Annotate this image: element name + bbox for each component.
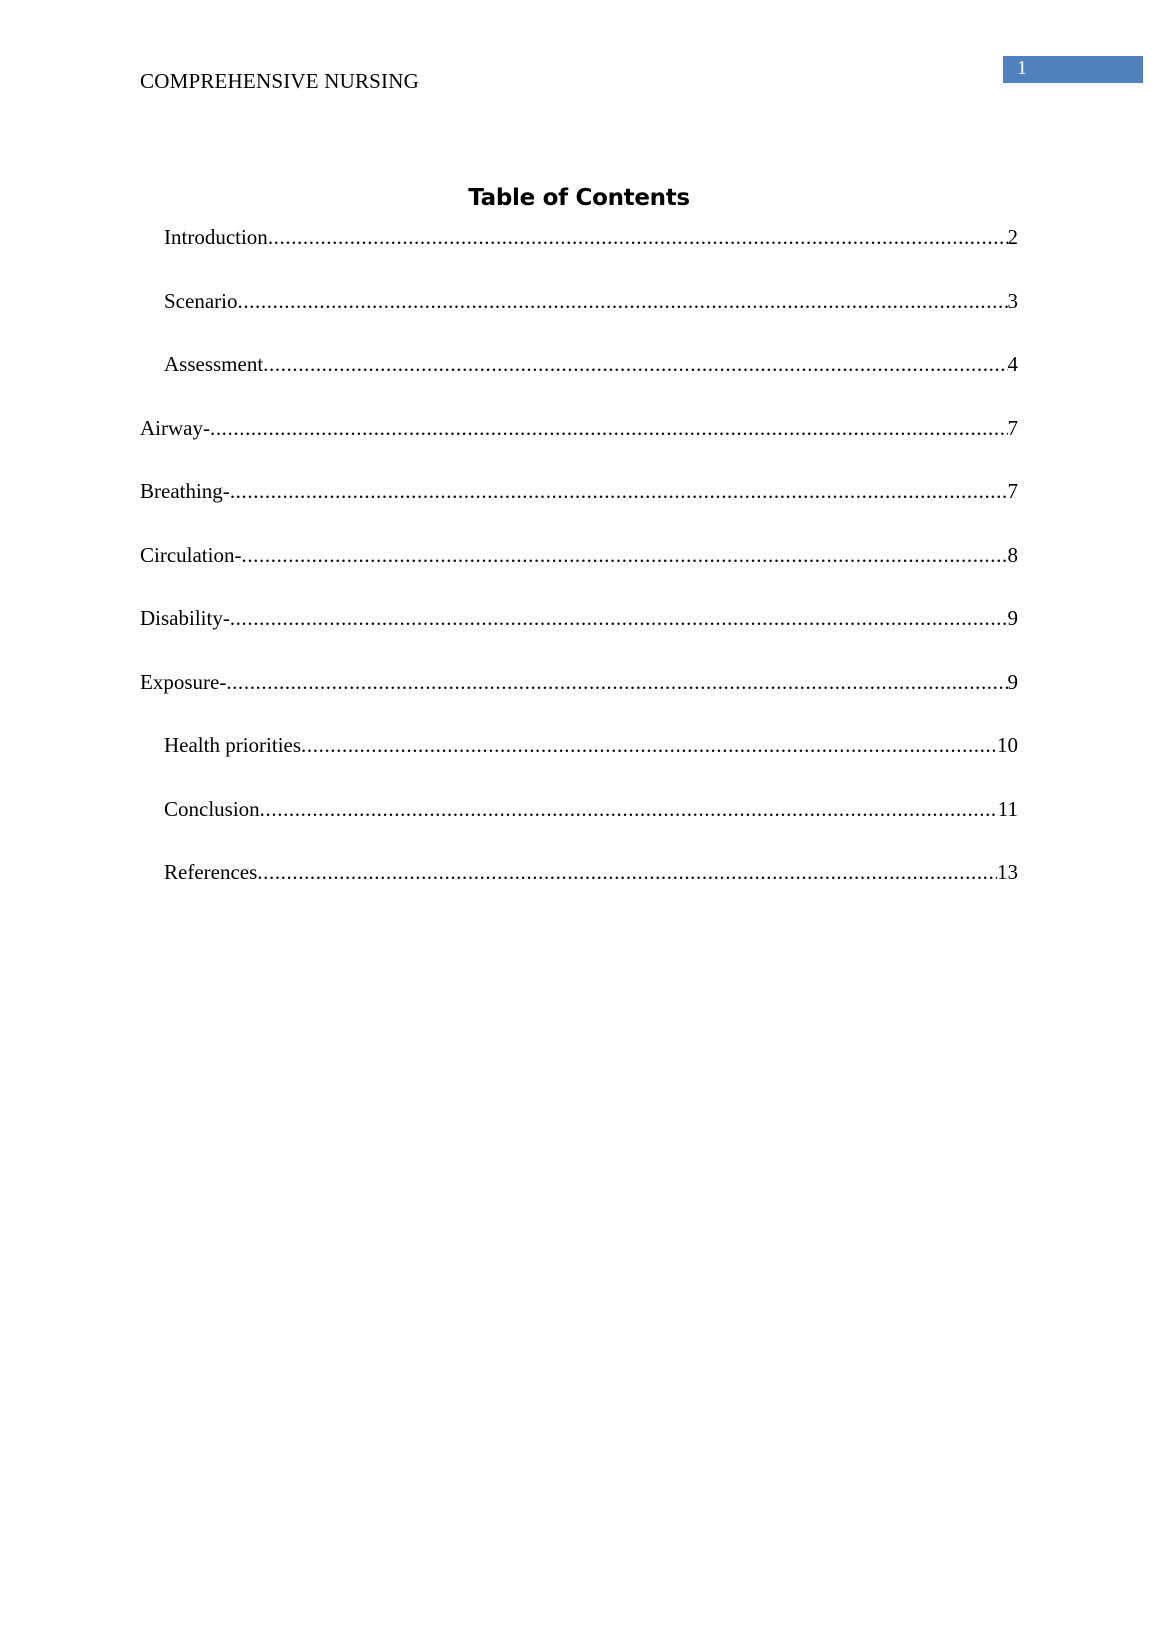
toc-leader-dots — [230, 603, 1008, 633]
toc-entry-label: Disability- — [140, 606, 230, 630]
toc-entry-label: Scenario — [164, 288, 238, 313]
toc-title: Table of Contents — [468, 185, 690, 211]
toc-leader-dots — [226, 667, 1007, 697]
toc-entry-page: 7 — [1007, 479, 1018, 503]
toc-entry-health-priorities[interactable] — [140, 730, 1018, 794]
toc-entry-label: Assessment — [164, 352, 264, 376]
toc-entry-breathing[interactable] — [140, 476, 1018, 540]
table-of-contents — [140, 222, 1018, 921]
toc-entry-page: 7 — [1007, 415, 1018, 440]
page-number-box — [1003, 56, 1143, 83]
toc-entry-page: 4 — [1007, 352, 1018, 376]
toc-entry-label: Health priorities — [164, 733, 302, 757]
toc-entry-label: Exposure- — [140, 669, 227, 694]
toc-leader-dots — [230, 476, 1008, 506]
toc-entry-exposure[interactable] — [140, 667, 1018, 731]
toc-entry-label: Introduction — [164, 225, 268, 249]
toc-leader-dots — [268, 222, 1008, 252]
toc-leader-dots — [237, 286, 1007, 316]
toc-entry-page: 2 — [1007, 225, 1018, 249]
toc-entry-conclusion[interactable] — [140, 794, 1018, 858]
toc-entry-page: 9 — [1007, 606, 1018, 630]
toc-leader-dots — [241, 540, 1007, 570]
toc-entry-label: Airway- — [140, 415, 210, 440]
toc-entry-disability[interactable] — [140, 603, 1018, 667]
toc-leader-dots — [301, 730, 997, 760]
toc-entry-label: Breathing- — [140, 479, 230, 503]
toc-leader-dots — [210, 413, 1008, 443]
toc-entry-page: 9 — [1007, 669, 1018, 694]
toc-leader-dots — [263, 349, 1007, 379]
toc-entry-assessment[interactable] — [140, 349, 1018, 413]
toc-entry-label: Conclusion — [164, 796, 260, 821]
page-header: COMPREHENSIVE NURSING — [140, 69, 419, 93]
toc-entry-label: References — [164, 860, 258, 884]
toc-entry-page: 3 — [1007, 288, 1018, 313]
toc-entry-label: Circulation- — [140, 542, 242, 567]
toc-entry-scenario[interactable] — [140, 286, 1018, 350]
toc-entry-circulation[interactable] — [140, 540, 1018, 604]
page-number: 1 — [1017, 57, 1027, 79]
toc-leader-dots — [260, 794, 998, 824]
toc-entry-introduction[interactable] — [140, 222, 1018, 286]
toc-entry-airway[interactable] — [140, 413, 1018, 477]
toc-entry-page: 10 — [997, 733, 1018, 757]
toc-entry-page: 13 — [997, 860, 1018, 884]
toc-entry-page: 11 — [997, 796, 1018, 821]
toc-entry-page: 8 — [1007, 542, 1018, 567]
toc-entry-references[interactable] — [140, 857, 1018, 921]
toc-leader-dots — [257, 857, 997, 887]
